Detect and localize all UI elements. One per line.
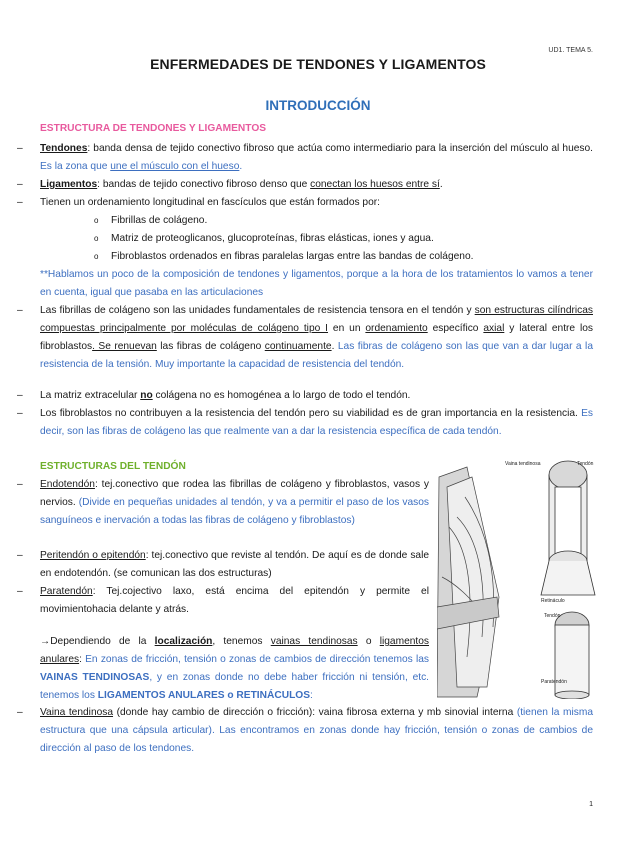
subitem-1 [94,212,208,230]
localizacion-text: : [79,654,86,665]
bullet-ligamentos [17,176,593,194]
section-heading-estructuras: ESTRUCTURAS DEL TENDÓN [40,461,186,472]
sub-bullet: o [94,234,99,243]
bullet-paratendon [17,583,429,619]
label-vaina: Vaina tendinosa [505,461,541,467]
fibroblastos-blue: Es decir, son las fibras de colágeno las que realmente van a dar la resistencia específica de cada tendón. [40,408,593,437]
vaina-term: Vaina tendinosa [40,707,114,718]
bullet-fibrillas [17,302,594,374]
sub-bullet: o [94,216,99,225]
localizacion-blue: , y en zonas donde no debe haber fricción ni tensión, etc. tenemos los [40,672,429,701]
fibrillas-underlined: continuamente [264,341,332,352]
bullet-dash: – [17,305,23,316]
subitem-3 [94,248,474,266]
bullet-matriz [17,387,593,405]
bullet-fibroblastos [17,405,593,441]
fibrillas-text: y lateral entre los fibroblastos [40,323,594,352]
tendones-text: : banda densa de tejido conectivo fibroso que actúa como intermediario para la inserción del músculo al hueso. [87,143,593,154]
fibrillas-underlined: axial [483,323,505,334]
paratendon-text: : Tej.cojectivo laxo, está encima del epitendón y permite el movimientohacia delante y atrás. [40,586,429,615]
bullet-dash: – [17,586,23,597]
tendon-illustration [437,457,599,747]
localizacion-text: , tenemos [212,636,271,647]
fibrillas-underlined: ordenamiento [365,323,428,334]
bullet-endotendon [17,476,429,530]
endotendon-text: : tej.conectivo que rodea las fibrillas de colágeno y fibroblastos, vasos y nervios. [40,479,429,508]
section-heading-estructura: ESTRUCTURA DE TENDONES Y LIGAMENTOS [40,123,267,134]
sub-bullet: o [94,252,99,261]
endotendon-term: Endotendón [40,479,95,490]
localizacion-text: Dependiendo de la [50,636,155,647]
note-paragraph: **Hablamos un poco de la composición de tendones y ligamentos, porque a la hora de los tratamientos lo vamos a tener en cuenta, igual que pasaba en las articulaciones [40,269,593,298]
bullet-dash: – [17,707,23,718]
matriz-text: La matriz extracelular [40,390,141,401]
fibrillas-text: específico [427,323,484,334]
ligamentos-text: : bandas de tejido conectivo fibroso denso que [97,179,311,190]
unit-label: UD1. TEMA 5. [548,47,593,54]
bullet-dash: – [17,197,23,208]
peritendon-term: Peritendón o epitendón [40,550,146,561]
localizacion-blue: En zonas de fricción, tensión o zonas de cambios de dirección tenemos las [85,654,429,665]
intro-heading: INTRODUCCIÓN [265,98,371,113]
bullet-dash: – [17,179,23,190]
ligamentos-end: . [439,179,443,190]
subitem-text: Fibrillas de colágeno. [111,215,208,226]
bullet-dash: – [17,479,23,490]
localizacion-blue-bold: VAINAS TENDINOSAS [40,672,150,683]
vaina-text: (donde hay cambio de dirección o fricción): vaina fibrosa externa y mb sinovial interna [113,707,517,718]
localizacion-text: o [357,636,380,647]
bullet-tendones [17,140,593,176]
localizacion-blue-bold: LIGAMENTOS ANULARES o RETINÁCULOS [97,690,311,701]
ordenamiento-text: Tienen un ordenamiento longitudinal en fascículos que están formados por: [40,197,380,208]
bullet-dash: – [17,408,23,419]
tendones-blue-end: . [239,161,243,172]
arrow-icon: → [40,636,51,647]
matriz-text: colágena no es homogénea a lo largo de todo el tendón. [152,390,411,401]
fibrillas-underlined: son estructuras cilíndricas compuestas principalmente por moléculas de colágeno tipo I [40,305,593,334]
matriz-bold: no [140,390,153,401]
tendones-blue: Es la zona que [40,161,111,172]
fibroblastos-text: Los fibroblastos no contribuyen a la resistencia del tendón pero su viabilidad es de gran importancia en la resistencia. [40,408,582,419]
bullet-peritendon [17,547,430,583]
localizacion-underlined: ligamentos anulares [40,636,429,665]
bullet-ordenamiento [17,194,593,212]
peritendon-text: : tej.conectivo que reviste al tendón. De aquí es de donde sale en endotendón. (se comunican las dos estructuras) [40,550,430,579]
subitem-text: Matriz de proteoglicanos, glucoproteínas, fibras elásticas, iones y agua. [111,233,434,244]
label-retinaculo: Retináculo [541,598,565,604]
fibrillas-blue: Las fibras de colágeno son las que van a dar lugar a la resistencia de la tensión. Muy importante la capacidad de resistencia del tendón. [40,341,593,370]
fibrillas-text: . [331,341,338,352]
localizacion-blue: : [310,690,313,701]
localizacion-paragraph [40,633,429,705]
subitem-text: Fibroblastos ordenados en fibras paralelas largas entre las bandas de colágeno. [111,251,474,262]
term-ligamentos: Ligamentos [40,179,98,190]
localizacion-bold: localización [154,636,213,647]
bullet-dash: – [17,390,23,401]
page-number: 1 [589,801,593,808]
tendones-blue-underlined: une el músculo con el hueso [110,161,240,172]
bullet-dash: – [17,143,23,154]
localizacion-underlined: vainas tendinosas [270,636,358,647]
fibrillas-underlined: . Se renuevan [92,341,157,352]
subitem-2 [94,230,434,248]
bullet-dash: – [17,550,23,561]
label-paratendon: Paratendón [541,679,567,685]
fibrillas-text: Las fibrillas de colágeno son las unidades fundamentales de resistencia tensora en el tendón y [40,305,475,316]
endotendon-blue: (Divide en pequeñas unidades al tendón, y va a permitir el paso de los vasos sanguíneos e inervación a todas las fibras de colágeno y fibroblastos) [40,497,429,526]
vaina-blue: (tienen la misma estructura que una cápsula articular). Las encontramos en zonas donde hay fricción, tensión o zonas de cambios de dirección al paso de los tendones. [40,707,593,754]
fibrillas-text: en un [328,323,366,334]
label-tendon-top: Tendón [577,461,594,467]
term-tendones: Tendones [40,143,88,154]
tendon-drawing [437,457,599,699]
label-tendon-bottom: Tendón [544,613,561,619]
page-title: ENFERMEDADES DE TENDONES Y LIGAMENTOS [150,56,486,72]
ligamentos-underlined: conectan los huesos entre sí [310,179,440,190]
paratendon-term: Paratendón [40,586,93,597]
fibrillas-text: las fibras de colágeno [156,341,265,352]
